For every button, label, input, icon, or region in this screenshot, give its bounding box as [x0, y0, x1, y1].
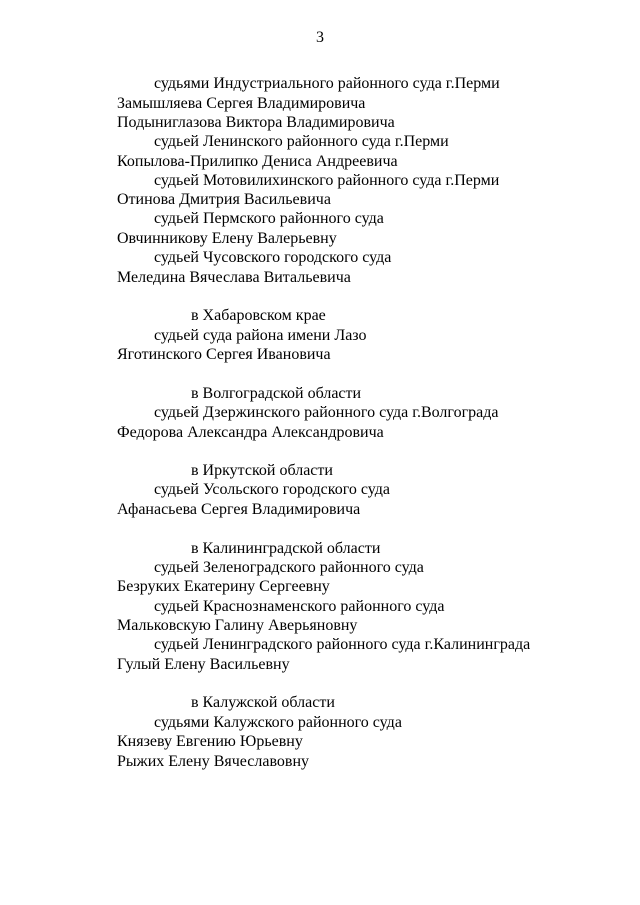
court-role-line: судьей Ленинградского районного суда г.Калининграда: [154, 636, 531, 653]
judge-name-line: Федорова Александра Александровича: [117, 424, 384, 441]
court-role-line: судьями Калужского районного суда: [154, 714, 402, 731]
judge-name-line: Рыжих Елену Вячеславовну: [117, 753, 310, 770]
region-heading: в Хабаровском крае: [191, 307, 326, 324]
region-heading: в Иркутской области: [191, 462, 333, 479]
court-role-line: судьями Индустриального районного суда г.Перми: [154, 75, 500, 92]
court-role-line: судьей Мотовилихинского районного суда г.Перми: [154, 172, 500, 189]
court-role-line: судьей Зеленоградского районного суда: [154, 559, 424, 576]
region-heading: в Волгоградской области: [191, 385, 362, 402]
judge-name-line: Мальковскую Галину Аверьяновну: [117, 617, 358, 634]
judge-name-line: Меледина Вячеслава Витальевича: [117, 269, 351, 286]
court-role-line: судьей Ленинского районного суда г.Перми: [154, 133, 449, 150]
region-heading: в Калужской области: [191, 694, 335, 711]
judge-name-line: Афанасьева Сергея Владимировича: [117, 501, 361, 518]
judge-name-line: Овчинникову Елену Валерьевну: [117, 230, 337, 247]
judge-name-line: Отинова Дмитрия Васильевича: [117, 191, 331, 208]
page-number: 3: [316, 29, 324, 46]
court-role-line: судьей Дзержинского районного суда г.Волгограда: [154, 404, 499, 421]
judge-name-line: Гулый Елену Васильевну: [117, 656, 290, 673]
judge-name-line: Князеву Евгению Юрьевну: [117, 733, 303, 750]
court-role-line: судьей Чусовского городского суда: [154, 249, 392, 266]
court-role-line: судьей Краснознаменского районного суда: [154, 598, 445, 615]
court-role-line: судьей суда района имени Лазо: [154, 327, 367, 344]
judge-name-line: Замышляева Сергея Владимировича: [117, 95, 366, 112]
region-heading: в Калининградской области: [191, 540, 381, 557]
judge-name-line: Яготинского Сергея Ивановича: [117, 346, 331, 363]
court-role-line: судьей Пермского районного суда: [154, 210, 384, 227]
judge-name-line: Копылова-Прилипко Дениса Андреевича: [117, 153, 398, 170]
judge-name-line: Подыниглазова Виктора Владимировича: [117, 114, 395, 131]
judge-name-line: Безруких Екатерину Сергеевну: [117, 578, 330, 595]
court-role-line: судьей Усольского городского суда: [154, 481, 390, 498]
